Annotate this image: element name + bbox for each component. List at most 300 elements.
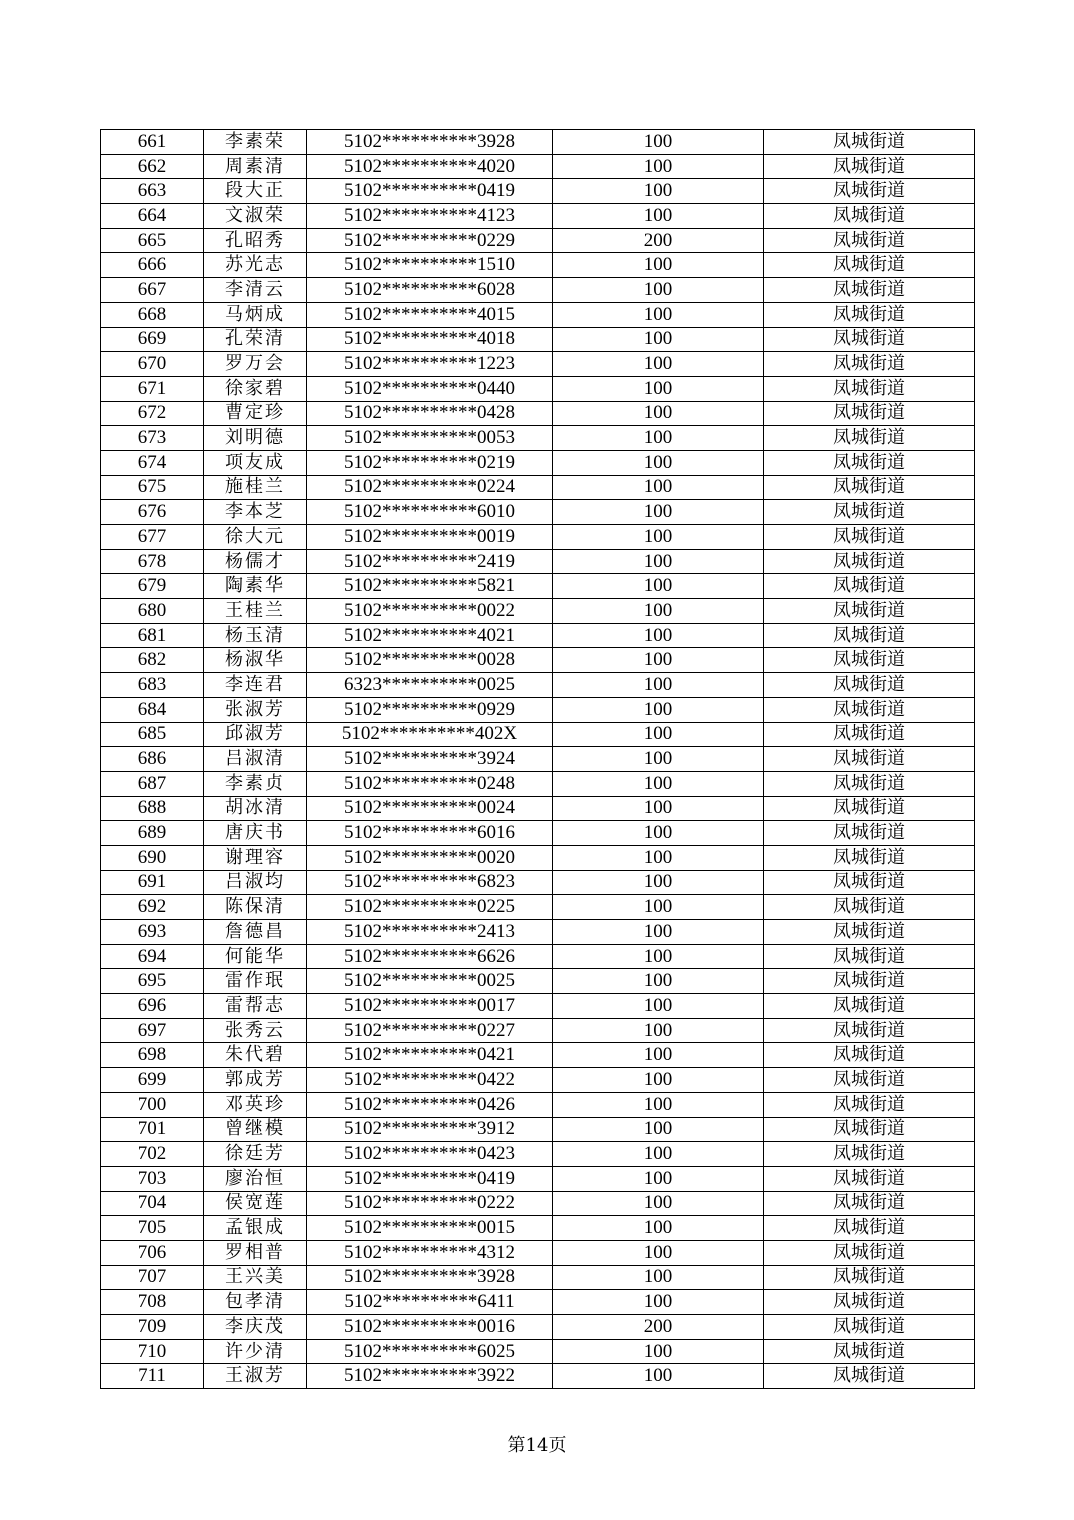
table-row [101, 574, 975, 599]
row-number-cell: 703 [101, 1166, 204, 1191]
street-cell: 凤城街道 [764, 845, 975, 870]
name-cell: 马炳成 [204, 302, 307, 327]
table-row [101, 722, 975, 747]
name-cell: 包孝清 [204, 1290, 307, 1315]
table-row [101, 1043, 975, 1068]
name-cell: 邱淑芳 [204, 722, 307, 747]
amount-cell: 100 [553, 722, 764, 747]
table-row [101, 1290, 975, 1315]
street-cell: 凤城街道 [764, 920, 975, 945]
table-row [101, 1092, 975, 1117]
street-cell: 凤城街道 [764, 525, 975, 550]
street-cell: 凤城街道 [764, 500, 975, 525]
amount-cell: 100 [553, 771, 764, 796]
name-cell: 周素清 [204, 154, 307, 179]
street-cell: 凤城街道 [764, 253, 975, 278]
id-number-cell: 5102**********0225 [307, 895, 553, 920]
table-row [101, 450, 975, 475]
table-row [101, 1339, 975, 1364]
id-number-cell: 5102**********4018 [307, 327, 553, 352]
table-row [101, 475, 975, 500]
amount-cell: 100 [553, 500, 764, 525]
id-number-cell: 5102**********3912 [307, 1117, 553, 1142]
records-table-body [101, 130, 975, 1389]
row-number-cell: 700 [101, 1092, 204, 1117]
id-number-cell: 5102**********4015 [307, 302, 553, 327]
name-cell: 杨淑华 [204, 648, 307, 673]
id-number-cell: 5102**********0229 [307, 228, 553, 253]
street-cell: 凤城街道 [764, 599, 975, 624]
row-number-cell: 707 [101, 1265, 204, 1290]
id-number-cell: 5102**********0024 [307, 796, 553, 821]
street-cell: 凤城街道 [764, 796, 975, 821]
amount-cell: 100 [553, 1191, 764, 1216]
row-number-cell: 701 [101, 1117, 204, 1142]
amount-cell: 100 [553, 1216, 764, 1241]
amount-cell: 100 [553, 253, 764, 278]
table-row [101, 500, 975, 525]
id-number-cell: 5102**********0022 [307, 599, 553, 624]
name-cell: 雷帮志 [204, 994, 307, 1019]
table-row [101, 352, 975, 377]
row-number-cell: 682 [101, 648, 204, 673]
name-cell: 李连君 [204, 673, 307, 698]
id-number-cell: 5102**********0419 [307, 1166, 553, 1191]
name-cell: 唐庆书 [204, 821, 307, 846]
amount-cell: 200 [553, 228, 764, 253]
id-number-cell: 5102**********0028 [307, 648, 553, 673]
name-cell: 施桂兰 [204, 475, 307, 500]
table-row [101, 376, 975, 401]
table-row [101, 920, 975, 945]
table-row [101, 623, 975, 648]
street-cell: 凤城街道 [764, 895, 975, 920]
table-row [101, 845, 975, 870]
street-cell: 凤城街道 [764, 994, 975, 1019]
id-number-cell: 5102**********6010 [307, 500, 553, 525]
amount-cell: 100 [553, 673, 764, 698]
name-cell: 陈保清 [204, 895, 307, 920]
street-cell: 凤城街道 [764, 475, 975, 500]
row-number-cell: 661 [101, 130, 204, 155]
table-row [101, 599, 975, 624]
id-number-cell: 5102**********6823 [307, 870, 553, 895]
street-cell: 凤城街道 [764, 697, 975, 722]
row-number-cell: 671 [101, 376, 204, 401]
row-number-cell: 699 [101, 1068, 204, 1093]
table-row [101, 1068, 975, 1093]
name-cell: 项友成 [204, 450, 307, 475]
name-cell: 李素贞 [204, 771, 307, 796]
name-cell: 李庆茂 [204, 1315, 307, 1340]
amount-cell: 100 [553, 1043, 764, 1068]
name-cell: 廖治恒 [204, 1166, 307, 1191]
table-row [101, 1018, 975, 1043]
street-cell: 凤城街道 [764, 154, 975, 179]
table-row [101, 697, 975, 722]
street-cell: 凤城街道 [764, 1092, 975, 1117]
street-cell: 凤城街道 [764, 623, 975, 648]
row-number-cell: 696 [101, 994, 204, 1019]
id-number-cell: 5102**********6411 [307, 1290, 553, 1315]
street-cell: 凤城街道 [764, 1117, 975, 1142]
table-row [101, 771, 975, 796]
amount-cell: 100 [553, 1265, 764, 1290]
amount-cell: 100 [553, 648, 764, 673]
street-cell: 凤城街道 [764, 376, 975, 401]
street-cell: 凤城街道 [764, 450, 975, 475]
id-number-cell: 5102**********0025 [307, 969, 553, 994]
name-cell: 罗相普 [204, 1240, 307, 1265]
table-row [101, 895, 975, 920]
amount-cell: 100 [553, 1018, 764, 1043]
table-row [101, 525, 975, 550]
table-row [101, 1315, 975, 1340]
street-cell: 凤城街道 [764, 1265, 975, 1290]
table-row [101, 1142, 975, 1167]
id-number-cell: 5102**********402X [307, 722, 553, 747]
id-number-cell: 5102**********4021 [307, 623, 553, 648]
name-cell: 李本芝 [204, 500, 307, 525]
id-number-cell: 5102**********0016 [307, 1315, 553, 1340]
name-cell: 吕淑清 [204, 747, 307, 772]
street-cell: 凤城街道 [764, 204, 975, 229]
table-row [101, 228, 975, 253]
id-number-cell: 5102**********6016 [307, 821, 553, 846]
name-cell: 曾继模 [204, 1117, 307, 1142]
id-number-cell: 5102**********3928 [307, 130, 553, 155]
id-number-cell: 5102**********2413 [307, 920, 553, 945]
name-cell: 文淑荣 [204, 204, 307, 229]
amount-cell: 100 [553, 599, 764, 624]
name-cell: 谢理容 [204, 845, 307, 870]
table-row [101, 1191, 975, 1216]
street-cell: 凤城街道 [764, 278, 975, 303]
row-number-cell: 667 [101, 278, 204, 303]
street-cell: 凤城街道 [764, 1018, 975, 1043]
street-cell: 凤城街道 [764, 549, 975, 574]
name-cell: 陶素华 [204, 574, 307, 599]
name-cell: 孔昭秀 [204, 228, 307, 253]
row-number-cell: 704 [101, 1191, 204, 1216]
street-cell: 凤城街道 [764, 1142, 975, 1167]
amount-cell: 100 [553, 1068, 764, 1093]
id-number-cell: 5102**********6025 [307, 1339, 553, 1364]
id-number-cell: 5102**********0224 [307, 475, 553, 500]
street-cell: 凤城街道 [764, 1315, 975, 1340]
id-number-cell: 5102**********3922 [307, 1364, 553, 1389]
id-number-cell: 5102**********0423 [307, 1142, 553, 1167]
row-number-cell: 674 [101, 450, 204, 475]
street-cell: 凤城街道 [764, 1240, 975, 1265]
row-number-cell: 694 [101, 944, 204, 969]
street-cell: 凤城街道 [764, 969, 975, 994]
name-cell: 郭成芳 [204, 1068, 307, 1093]
street-cell: 凤城街道 [764, 179, 975, 204]
row-number-cell: 680 [101, 599, 204, 624]
amount-cell: 100 [553, 1166, 764, 1191]
name-cell: 罗万会 [204, 352, 307, 377]
table-row [101, 1364, 975, 1389]
row-number-cell: 685 [101, 722, 204, 747]
name-cell: 孟银成 [204, 1216, 307, 1241]
name-cell: 徐大元 [204, 525, 307, 550]
table-row [101, 870, 975, 895]
amount-cell: 100 [553, 1364, 764, 1389]
records-table [100, 129, 975, 1389]
table-row [101, 154, 975, 179]
page-number: 第14页 [507, 1435, 567, 1456]
street-cell: 凤城街道 [764, 574, 975, 599]
amount-cell: 100 [553, 1290, 764, 1315]
row-number-cell: 678 [101, 549, 204, 574]
id-number-cell: 5102**********3924 [307, 747, 553, 772]
amount-cell: 100 [553, 895, 764, 920]
table-row [101, 747, 975, 772]
row-number-cell: 681 [101, 623, 204, 648]
id-number-cell: 5102**********4312 [307, 1240, 553, 1265]
table-row [101, 130, 975, 155]
name-cell: 徐家碧 [204, 376, 307, 401]
amount-cell: 100 [553, 920, 764, 945]
name-cell: 刘明德 [204, 426, 307, 451]
street-cell: 凤城街道 [764, 327, 975, 352]
table-row [101, 796, 975, 821]
name-cell: 李清云 [204, 278, 307, 303]
id-number-cell: 5102**********0426 [307, 1092, 553, 1117]
name-cell: 张秀云 [204, 1018, 307, 1043]
amount-cell: 200 [553, 1315, 764, 1340]
amount-cell: 100 [553, 623, 764, 648]
street-cell: 凤城街道 [764, 1043, 975, 1068]
amount-cell: 100 [553, 994, 764, 1019]
id-number-cell: 5102**********0421 [307, 1043, 553, 1068]
name-cell: 朱代碧 [204, 1043, 307, 1068]
name-cell: 王桂兰 [204, 599, 307, 624]
table-row [101, 1216, 975, 1241]
row-number-cell: 683 [101, 673, 204, 698]
name-cell: 邓英珍 [204, 1092, 307, 1117]
street-cell: 凤城街道 [764, 1364, 975, 1389]
name-cell: 杨玉清 [204, 623, 307, 648]
row-number-cell: 708 [101, 1290, 204, 1315]
amount-cell: 100 [553, 1339, 764, 1364]
id-number-cell: 5102**********6028 [307, 278, 553, 303]
name-cell: 张淑芳 [204, 697, 307, 722]
table-row [101, 1265, 975, 1290]
name-cell: 苏光志 [204, 253, 307, 278]
street-cell: 凤城街道 [764, 1216, 975, 1241]
amount-cell: 100 [553, 1092, 764, 1117]
amount-cell: 100 [553, 525, 764, 550]
row-number-cell: 702 [101, 1142, 204, 1167]
amount-cell: 100 [553, 944, 764, 969]
row-number-cell: 711 [101, 1364, 204, 1389]
street-cell: 凤城街道 [764, 401, 975, 426]
table-row [101, 426, 975, 451]
name-cell: 许少清 [204, 1339, 307, 1364]
row-number-cell: 690 [101, 845, 204, 870]
street-cell: 凤城街道 [764, 673, 975, 698]
name-cell: 王兴美 [204, 1265, 307, 1290]
id-number-cell: 5102**********0419 [307, 179, 553, 204]
name-cell: 王淑芳 [204, 1364, 307, 1389]
amount-cell: 100 [553, 426, 764, 451]
amount-cell: 100 [553, 376, 764, 401]
row-number-cell: 692 [101, 895, 204, 920]
amount-cell: 100 [553, 845, 764, 870]
table-row [101, 821, 975, 846]
row-number-cell: 670 [101, 352, 204, 377]
row-number-cell: 679 [101, 574, 204, 599]
row-number-cell: 691 [101, 870, 204, 895]
row-number-cell: 664 [101, 204, 204, 229]
street-cell: 凤城街道 [764, 1068, 975, 1093]
amount-cell: 100 [553, 204, 764, 229]
id-number-cell: 5102**********1223 [307, 352, 553, 377]
table-row [101, 1240, 975, 1265]
id-number-cell: 5102**********0440 [307, 376, 553, 401]
row-number-cell: 673 [101, 426, 204, 451]
table-row [101, 549, 975, 574]
name-cell: 侯宽莲 [204, 1191, 307, 1216]
table-row [101, 944, 975, 969]
id-number-cell: 5102**********0015 [307, 1216, 553, 1241]
id-number-cell: 5102**********0053 [307, 426, 553, 451]
id-number-cell: 5102**********4020 [307, 154, 553, 179]
id-number-cell: 5102**********3928 [307, 1265, 553, 1290]
name-cell: 吕淑均 [204, 870, 307, 895]
id-number-cell: 5102**********0019 [307, 525, 553, 550]
amount-cell: 100 [553, 302, 764, 327]
row-number-cell: 687 [101, 771, 204, 796]
street-cell: 凤城街道 [764, 1191, 975, 1216]
table-row [101, 1166, 975, 1191]
amount-cell: 100 [553, 1117, 764, 1142]
row-number-cell: 672 [101, 401, 204, 426]
row-number-cell: 686 [101, 747, 204, 772]
id-number-cell: 5102**********0020 [307, 845, 553, 870]
row-number-cell: 669 [101, 327, 204, 352]
row-number-cell: 688 [101, 796, 204, 821]
street-cell: 凤城街道 [764, 130, 975, 155]
name-cell: 徐廷芳 [204, 1142, 307, 1167]
street-cell: 凤城街道 [764, 352, 975, 377]
amount-cell: 100 [553, 969, 764, 994]
row-number-cell: 705 [101, 1216, 204, 1241]
amount-cell: 100 [553, 821, 764, 846]
street-cell: 凤城街道 [764, 302, 975, 327]
amount-cell: 100 [553, 549, 764, 574]
street-cell: 凤城街道 [764, 1339, 975, 1364]
row-number-cell: 684 [101, 697, 204, 722]
id-number-cell: 5102**********0248 [307, 771, 553, 796]
amount-cell: 100 [553, 450, 764, 475]
row-number-cell: 689 [101, 821, 204, 846]
id-number-cell: 5102**********6626 [307, 944, 553, 969]
table-row [101, 204, 975, 229]
row-number-cell: 666 [101, 253, 204, 278]
amount-cell: 100 [553, 179, 764, 204]
amount-cell: 100 [553, 574, 764, 599]
row-number-cell: 663 [101, 179, 204, 204]
table-row [101, 302, 975, 327]
id-number-cell: 5102**********0428 [307, 401, 553, 426]
street-cell: 凤城街道 [764, 771, 975, 796]
name-cell: 胡冰清 [204, 796, 307, 821]
table-row [101, 673, 975, 698]
amount-cell: 100 [553, 697, 764, 722]
amount-cell: 100 [553, 278, 764, 303]
row-number-cell: 709 [101, 1315, 204, 1340]
row-number-cell: 697 [101, 1018, 204, 1043]
street-cell: 凤城街道 [764, 228, 975, 253]
street-cell: 凤城街道 [764, 944, 975, 969]
street-cell: 凤城街道 [764, 747, 975, 772]
amount-cell: 100 [553, 352, 764, 377]
row-number-cell: 698 [101, 1043, 204, 1068]
id-number-cell: 5102**********0017 [307, 994, 553, 1019]
row-number-cell: 706 [101, 1240, 204, 1265]
street-cell: 凤城街道 [764, 648, 975, 673]
amount-cell: 100 [553, 130, 764, 155]
amount-cell: 100 [553, 154, 764, 179]
row-number-cell: 677 [101, 525, 204, 550]
amount-cell: 100 [553, 1142, 764, 1167]
row-number-cell: 662 [101, 154, 204, 179]
row-number-cell: 710 [101, 1339, 204, 1364]
id-number-cell: 5102**********2419 [307, 549, 553, 574]
amount-cell: 100 [553, 327, 764, 352]
id-number-cell: 5102**********0222 [307, 1191, 553, 1216]
table-row [101, 278, 975, 303]
name-cell: 孔荣清 [204, 327, 307, 352]
table-row [101, 253, 975, 278]
table-row [101, 1117, 975, 1142]
amount-cell: 100 [553, 401, 764, 426]
street-cell: 凤城街道 [764, 722, 975, 747]
row-number-cell: 676 [101, 500, 204, 525]
id-number-cell: 5102**********0929 [307, 697, 553, 722]
street-cell: 凤城街道 [764, 1290, 975, 1315]
amount-cell: 100 [553, 796, 764, 821]
name-cell: 杨儒才 [204, 549, 307, 574]
table-row [101, 994, 975, 1019]
id-number-cell: 5102**********5821 [307, 574, 553, 599]
row-number-cell: 665 [101, 228, 204, 253]
table-row [101, 327, 975, 352]
street-cell: 凤城街道 [764, 821, 975, 846]
amount-cell: 100 [553, 1240, 764, 1265]
name-cell: 段大正 [204, 179, 307, 204]
name-cell: 曹定珍 [204, 401, 307, 426]
id-number-cell: 5102**********1510 [307, 253, 553, 278]
table-row [101, 648, 975, 673]
id-number-cell: 5102**********4123 [307, 204, 553, 229]
id-number-cell: 5102**********0422 [307, 1068, 553, 1093]
amount-cell: 100 [553, 475, 764, 500]
name-cell: 雷作珉 [204, 969, 307, 994]
id-number-cell: 5102**********0227 [307, 1018, 553, 1043]
street-cell: 凤城街道 [764, 870, 975, 895]
id-number-cell: 5102**********0219 [307, 450, 553, 475]
amount-cell: 100 [553, 747, 764, 772]
table-row [101, 179, 975, 204]
row-number-cell: 693 [101, 920, 204, 945]
name-cell: 詹德昌 [204, 920, 307, 945]
row-number-cell: 695 [101, 969, 204, 994]
name-cell: 何能华 [204, 944, 307, 969]
